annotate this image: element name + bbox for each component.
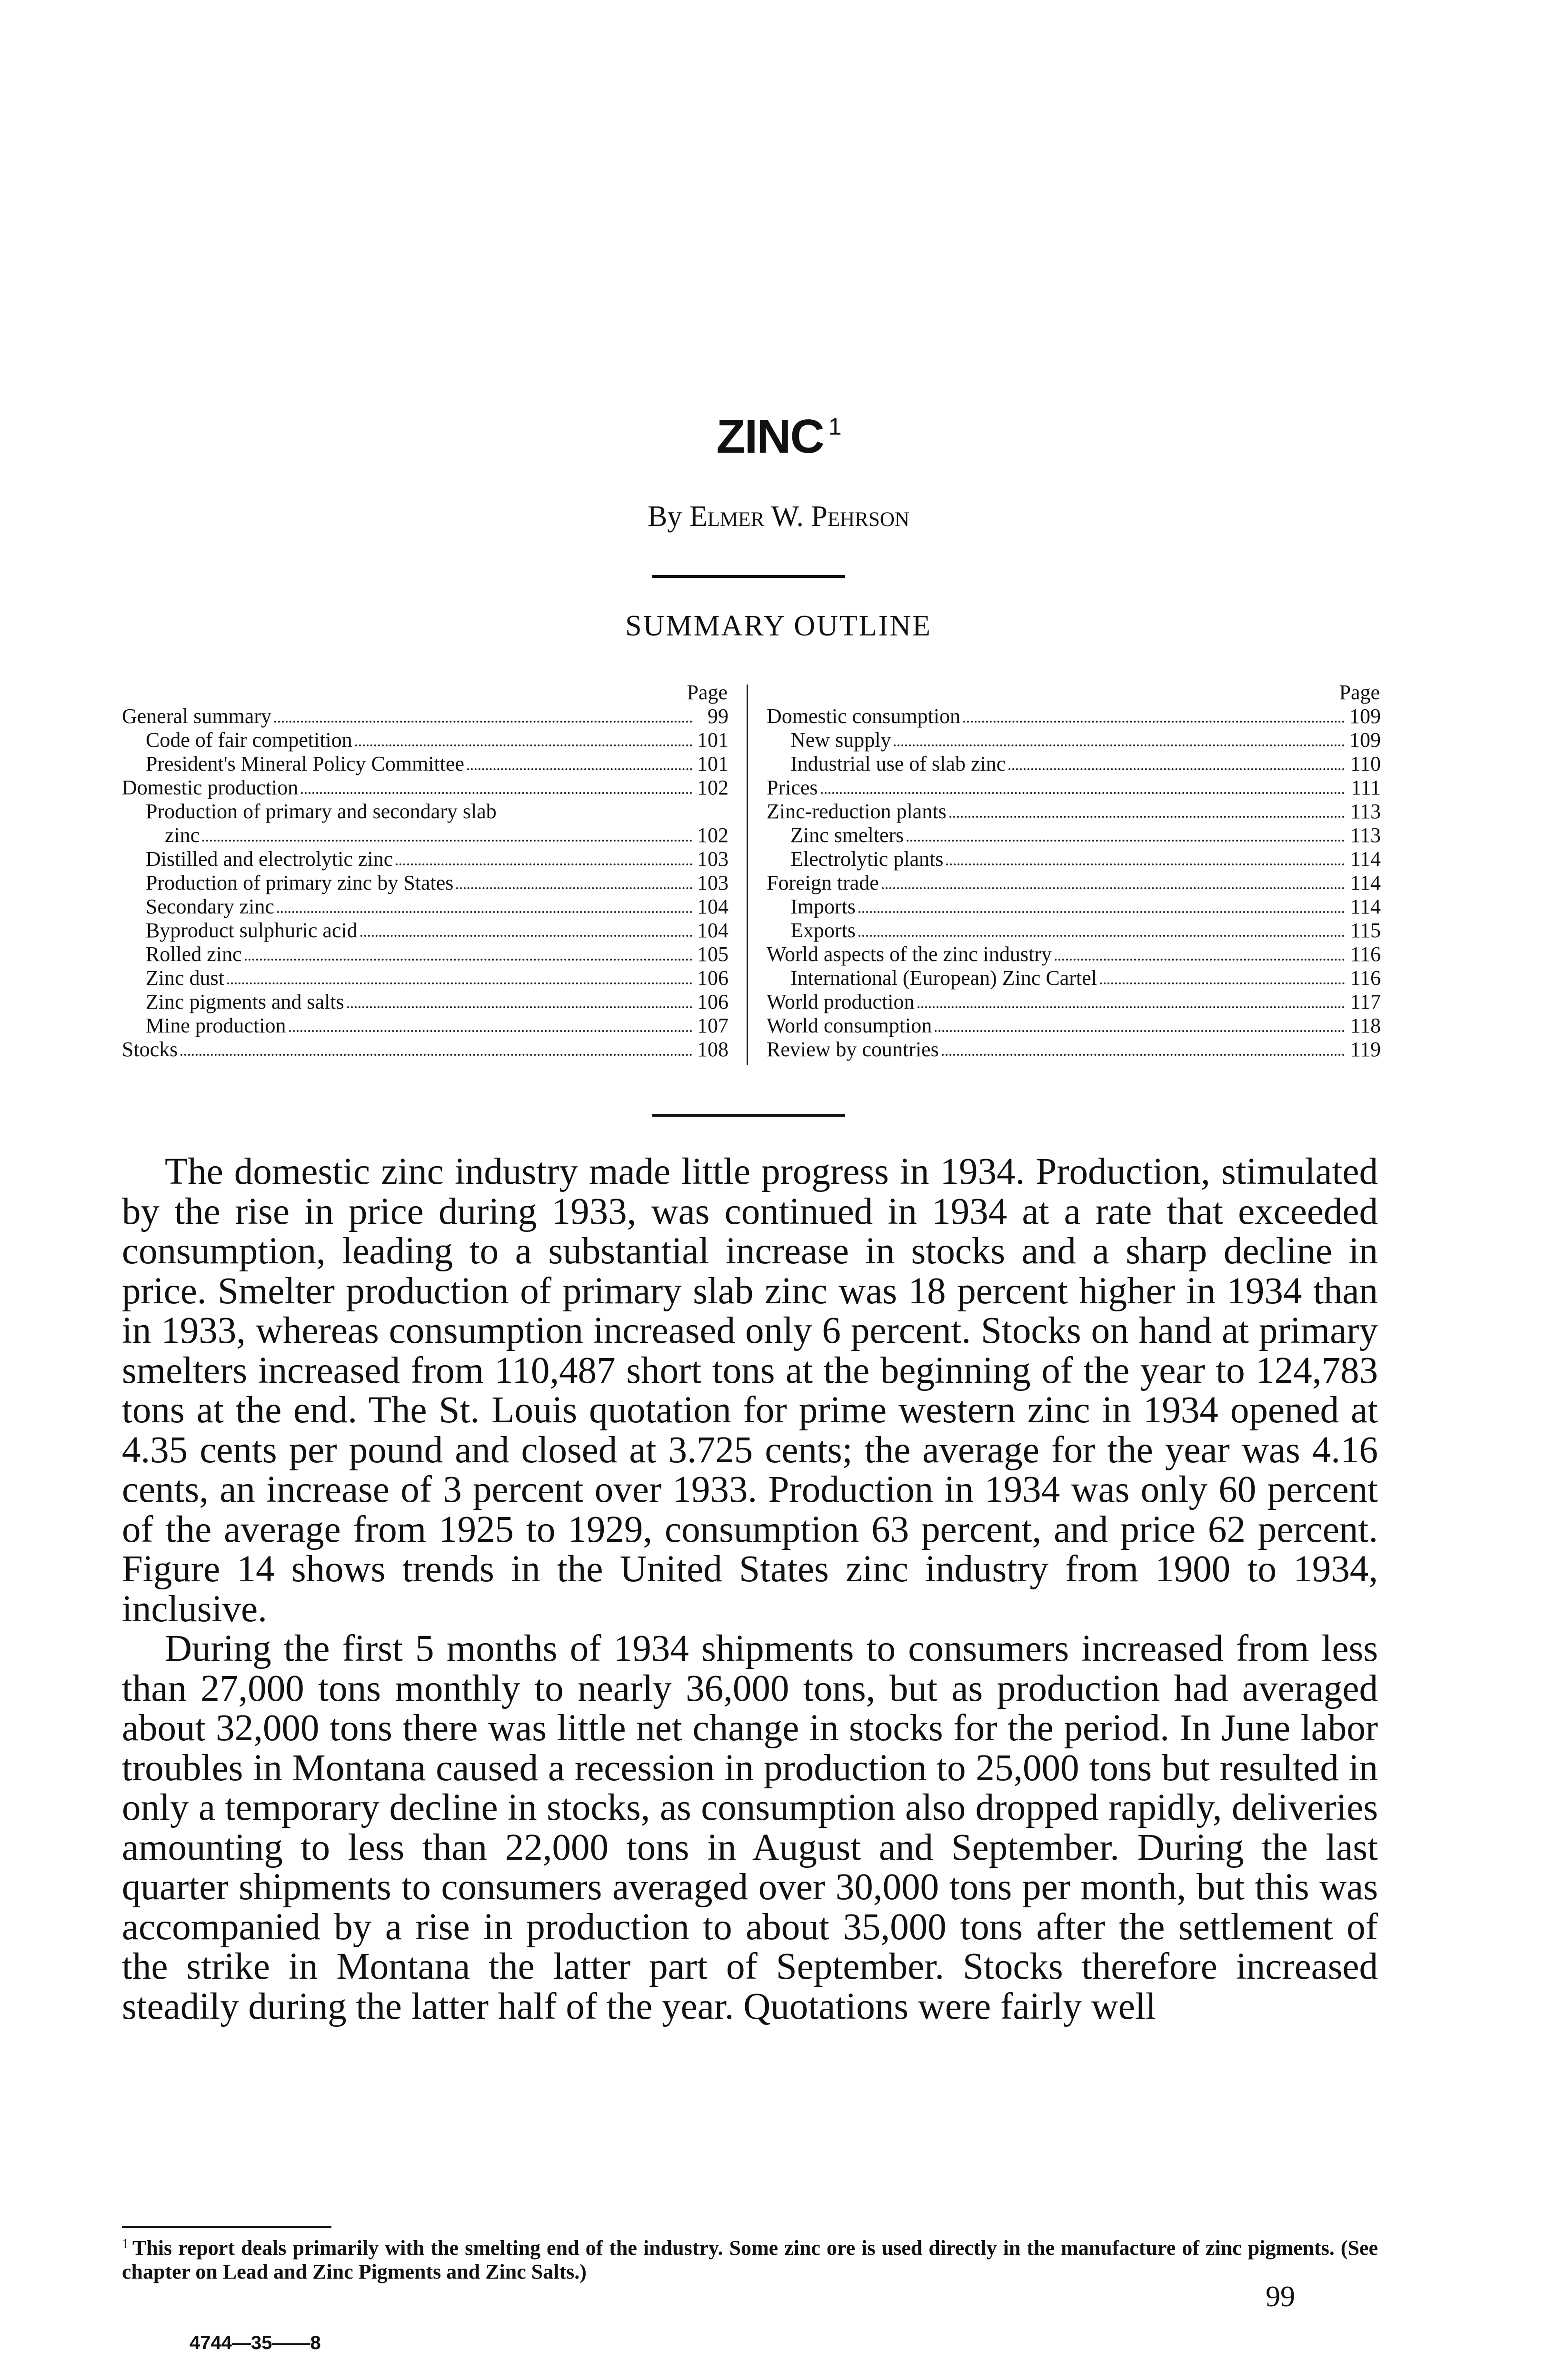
toc-entry-label: International (European) Zinc Cartel (790, 966, 1097, 990)
toc-entry-label: Code of fair competition (146, 728, 352, 752)
toc-entry (767, 752, 1381, 776)
toc-entry-page: 113 (1350, 800, 1381, 823)
toc-entry-label: Byproduct sulphuric acid (146, 919, 358, 942)
toc-entry-label: World consumption (767, 1014, 932, 1037)
toc-entry (767, 847, 1381, 871)
toc-entry-label: Exports (790, 919, 856, 942)
toc-page-label: Page (687, 681, 728, 704)
toc-entry-page: 119 (1350, 1038, 1381, 1061)
toc-leader-dots (347, 1006, 692, 1008)
toc-entry-label: President's Mineral Policy Committee (146, 752, 465, 775)
toc-entry (767, 1014, 1381, 1038)
toc-entry (767, 704, 1381, 728)
toc-entry-page: 116 (1350, 966, 1381, 990)
toc-leader-dots (963, 721, 1345, 723)
toc-leader-dots (456, 887, 692, 889)
toc-entry-label: Electrolytic plants (790, 847, 944, 871)
toc-leader-dots (858, 911, 1345, 913)
toc-entry (767, 800, 1381, 823)
toc-entry-page: 103 (697, 871, 729, 894)
title-text: ZINC (716, 410, 824, 463)
toc-leader-dots (858, 935, 1345, 937)
toc-entry (767, 966, 1381, 990)
toc-entry-label: Industrial use of slab zinc (790, 752, 1006, 775)
toc-entry (122, 966, 729, 990)
byline (0, 500, 1557, 534)
divider-bottom (652, 1114, 845, 1117)
divider-top (652, 575, 845, 578)
summary-outline-heading: SUMMARY OUTLINE (625, 610, 932, 642)
body-paragraph: The domestic zinc industry made little progress in 1934. Production, stimulated by the rise in price during 1933, was continued in 1934 at a rate that exceeded consumption, leading to a substantial increase in stocks and a sharp decline in price. Smelter production of primary slab zinc was 18 percent higher in 1934 than in 1933, whereas consumption increased only 6 percent. Stocks on hand at primary smelters increased from 110,487 short tons at the beginning of the year to 124,783 tons at the end. The St. Louis quotation for prime western zinc in 1934 opened at 4.35 cents per pound and closed at 3.725 cents; the average for the year was 4.16 cents, an increase of 3 percent over 1933. Production in 1934 was only 60 percent of the average from 1925 to 1929, consumption 63 percent, and price 62 percent. Figure 14 shows trends in the United States zinc industry from 1900 to 1934, inclusive. (122, 1151, 1378, 1630)
toc-leader-dots (301, 792, 692, 794)
toc-leader-dots (894, 744, 1345, 746)
toc-leader-dots (289, 1030, 692, 1032)
toc-entry-label: Prices (767, 776, 818, 799)
toc-leader-dots (396, 863, 692, 865)
toc-entry (767, 895, 1381, 919)
toc-entry-page: 99 (708, 704, 729, 728)
toc-leader-dots (277, 911, 692, 913)
toc-entry-page: 104 (697, 919, 729, 942)
toc-entry (767, 990, 1381, 1014)
toc-leader-dots (180, 1054, 692, 1056)
toc-leader-dots (360, 935, 692, 937)
toc-leader-dots (918, 1006, 1345, 1008)
toc-entry (122, 847, 729, 871)
toc-entry (122, 919, 729, 942)
toc-entry-page: 101 (697, 728, 729, 752)
toc-entry (767, 1038, 1381, 1061)
toc-entry-page: 102 (697, 776, 729, 799)
footnote-text: This report deals primarily with the smelting end of the industry. Some zinc ore is used directly in the manufacture of zinc pigments. (See chapter on Lead and Zinc Pigments and Zinc Salts.) (122, 2236, 1378, 2283)
toc-entry-page: 117 (1350, 990, 1381, 1013)
toc-entry-page: 118 (1350, 1014, 1381, 1037)
footnote-rule (122, 2226, 331, 2228)
toc-leader-dots (245, 959, 692, 961)
toc-entry-label: Zinc dust (146, 966, 224, 990)
toc-entry-page: 107 (697, 1014, 729, 1037)
toc-entry (122, 800, 729, 823)
toc-leader-dots (355, 744, 692, 746)
toc-entry-page: 109 (1349, 728, 1381, 752)
toc-entry (767, 871, 1381, 895)
toc-leader-dots (821, 792, 1345, 794)
toc-entry-page: 113 (1350, 823, 1381, 847)
toc-entry-page: 102 (697, 823, 729, 847)
toc-entry (122, 704, 729, 728)
toc-entry (767, 776, 1381, 800)
toc-entry (122, 1014, 729, 1038)
toc-left-column (122, 681, 729, 1061)
toc-entry-label: World aspects of the zinc industry (767, 942, 1052, 966)
toc-leader-dots (1008, 768, 1345, 770)
toc-entry (122, 728, 729, 752)
toc-entry-label: Rolled zinc (146, 942, 242, 966)
body-text (122, 1152, 1378, 2026)
toc-leader-dots (946, 863, 1345, 865)
toc-entry (122, 895, 729, 919)
toc-divider (747, 684, 748, 1065)
toc-entry-page: 114 (1350, 895, 1381, 918)
toc-entry-label: General summary (122, 704, 271, 728)
toc-entry-label: Domestic production (122, 776, 299, 799)
toc-entry-page: 114 (1350, 847, 1381, 871)
toc-leader-dots (1100, 982, 1345, 984)
toc-entry (122, 1038, 729, 1061)
toc-entry-label: Foreign trade (767, 871, 879, 894)
toc-entry-label: World production (767, 990, 915, 1013)
author-name: Elmer W. Pehrson (689, 500, 909, 533)
toc-right-column (767, 681, 1381, 1061)
toc-entry-page: 111 (1351, 776, 1381, 799)
print-code: 4744—35——8 (190, 2332, 321, 2353)
toc-entry (122, 990, 729, 1014)
toc-leader-dots (935, 1030, 1345, 1032)
toc-entry-label: Zinc pigments and salts (146, 990, 344, 1013)
toc-entry (767, 728, 1381, 752)
toc-entry-page: 105 (697, 942, 729, 966)
toc-leader-dots (274, 721, 692, 723)
toc-entry (767, 942, 1381, 966)
toc-entry-label: Mine production (146, 1014, 286, 1037)
toc-entry-page: 114 (1350, 871, 1381, 894)
toc-entry-label: Domestic consumption (767, 704, 960, 728)
toc-entry-label: Review by countries (767, 1038, 939, 1061)
title-footnote-mark: 1 (828, 413, 841, 440)
toc-entry-label: Stocks (122, 1038, 178, 1061)
toc-entry-page: 116 (1350, 942, 1381, 966)
byline-prefix: By (648, 500, 682, 533)
toc-leader-dots (1055, 959, 1345, 961)
page-number: 99 (1266, 2281, 1295, 2313)
toc-entry-label: Zinc-reduction plants (767, 800, 947, 823)
toc-entry (122, 823, 729, 847)
toc-entry (122, 776, 729, 800)
toc-entry (122, 942, 729, 966)
toc-entry (122, 871, 729, 895)
toc-leader-dots (467, 768, 692, 770)
toc-entry-page: 101 (697, 752, 729, 775)
toc-entry-page: 110 (1350, 752, 1381, 775)
toc-entry-label: Production of primary zinc by States (146, 871, 454, 894)
toc-entry-page: 104 (697, 895, 729, 918)
toc-entry-label: Zinc smelters (790, 823, 904, 847)
toc-leader-dots (942, 1054, 1345, 1056)
toc-entry-label: Production of primary and secondary slab (146, 800, 497, 823)
toc-leader-dots (907, 840, 1345, 842)
page-title (0, 409, 1557, 464)
toc-leader-dots (202, 840, 692, 842)
toc-entry-label: Imports (790, 895, 856, 918)
toc-entry-page: 108 (697, 1038, 729, 1061)
body-paragraph: During the first 5 months of 1934 shipments to consumers increased from less than 27,000 tons monthly to nearly 36,000 tons, but as production had averaged about 32,000 tons there was little net change in stocks for the period. In June labor troubles in Montana caused a recession in production to 25,000 tons but resulted in only a temporary decline in stocks, as consumption also dropped rapidly, deliveries amounting to less than 22,000 tons in August and September. During the last quarter shipments to consumers averaged over 30,000 tons per month, but this was accompanied by a rise in production to about 35,000 tons after the settlement of the strike in Montana the latter part of September. Stocks therefore increased steadily during the latter half of the year. Quotations were fairly well (122, 1628, 1378, 2027)
toc-entry (767, 823, 1381, 847)
toc-entry-page: 115 (1350, 919, 1381, 942)
footnote-mark: 1 (122, 2237, 129, 2251)
toc-leader-dots (882, 887, 1345, 889)
toc-entry-label: New supply (790, 728, 891, 752)
toc-entry-page: 106 (697, 966, 729, 990)
toc-entry (122, 752, 729, 776)
toc-entry-page: 103 (697, 847, 729, 871)
toc-entry-label: Secondary zinc (146, 895, 274, 918)
toc-entry-label: Distilled and electrolytic zinc (146, 847, 393, 871)
toc-entry-label: zinc (165, 823, 200, 847)
toc-leader-dots (227, 982, 692, 984)
footnote (122, 2232, 1378, 2284)
toc-entry-page: 106 (697, 990, 729, 1013)
toc-entry-page: 109 (1349, 704, 1381, 728)
toc-entry (767, 919, 1381, 942)
toc-page-label: Page (1339, 681, 1380, 704)
toc-leader-dots (949, 816, 1345, 818)
